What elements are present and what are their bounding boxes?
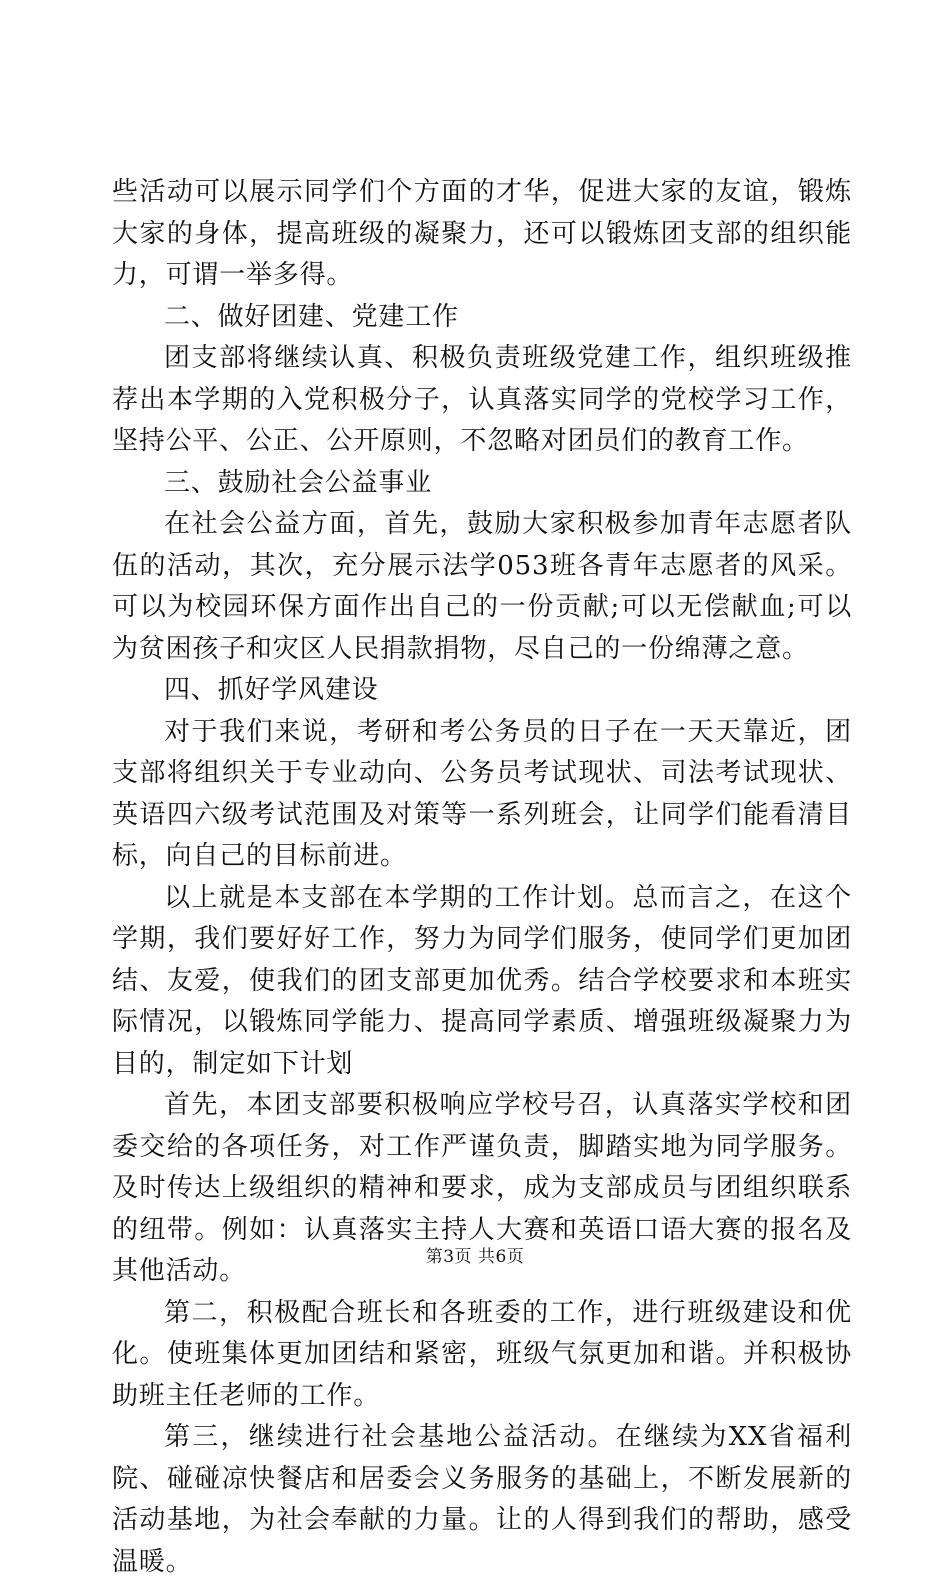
section-heading-study-style: 四、抓好学风建设 [164, 675, 379, 705]
paragraph-second: 第二，积极配合班长和各班委的工作，进行班级建设和优化。使班集体更加团结和紧密，班级气氛更加和谐。并积极协助班主任老师的工作。 [112, 1297, 852, 1411]
paragraph-study-style: 对于我们来说，考研和考公务员的日子在一天天靠近，团支部将组织关于专业动向、公务员考试现状、司法考试现状、英语四六级考试范围及对策等一系列班会，让同学们能看清目标，向自己的目标前进。 [112, 716, 852, 871]
paragraph-public-welfare: 在社会公益方面，首先，鼓励大家积极参加青年志愿者队伍的活动，其次，充分展示法学053班各青年志愿者的风采。可以为校园环保方面作出自己的一份贡献;可以无偿献血;可以为贫困孩子和灾区人民捐款捐物，尽自己的一份绵薄之意。 [112, 509, 852, 664]
section-heading-party-building: 二、做好团建、党建工作 [164, 301, 459, 332]
section-heading-public-welfare: 三、鼓励社会公益事业 [164, 467, 433, 498]
paragraph-continued: 些活动可以展示同学们个方面的才华，促进大家的友谊，锻炼大家的身体，提高班级的凝聚力，还可以锻炼团支部的组织能力，可谓一举多得。 [112, 177, 852, 290]
page-number-footer: 第3页 共6页 [425, 1247, 525, 1267]
document-body [112, 172, 852, 1583]
paragraph-party-building: 团支部将继续认真、积极负责班级党建工作，组织班级推荐出本学期的入党积极分子，认真落实同学的党校学习工作，坚持公平、公正、公开原则，不忽略对团员们的教育工作。 [112, 343, 852, 456]
paragraph-first: 首先，本团支部要积极响应学校号召，认真落实学校和团委交给的各项任务，对工作严谨负责，脚踏实地为同学服务。及时传达上级组织的精神和要求，成为支部成员与团组织联系的纽带。例如：认真落实主持人大赛和英语口语大赛的报名及其他活动。 [112, 1090, 852, 1286]
paragraph-third: 第三，继续进行社会基地公益活动。在继续为XX省福利院、碰碰凉快餐店和居委会义务服务的基础上，不断发展新的活动基地，为社会奉献的力量。让的人得到我们的帮助，感受温暖。 [112, 1422, 852, 1577]
paragraph-summary: 以上就是本支部在本学期的工作计划。总而言之，在这个学期，我们要好好工作，努力为同学们服务，使同学们更加团结、友爱，使我们的团支部更加优秀。结合学校要求和本班实际情况，以锻炼同学能力、提高同学素质、增强班级凝聚力为目的，制定如下计划 [112, 882, 852, 1079]
